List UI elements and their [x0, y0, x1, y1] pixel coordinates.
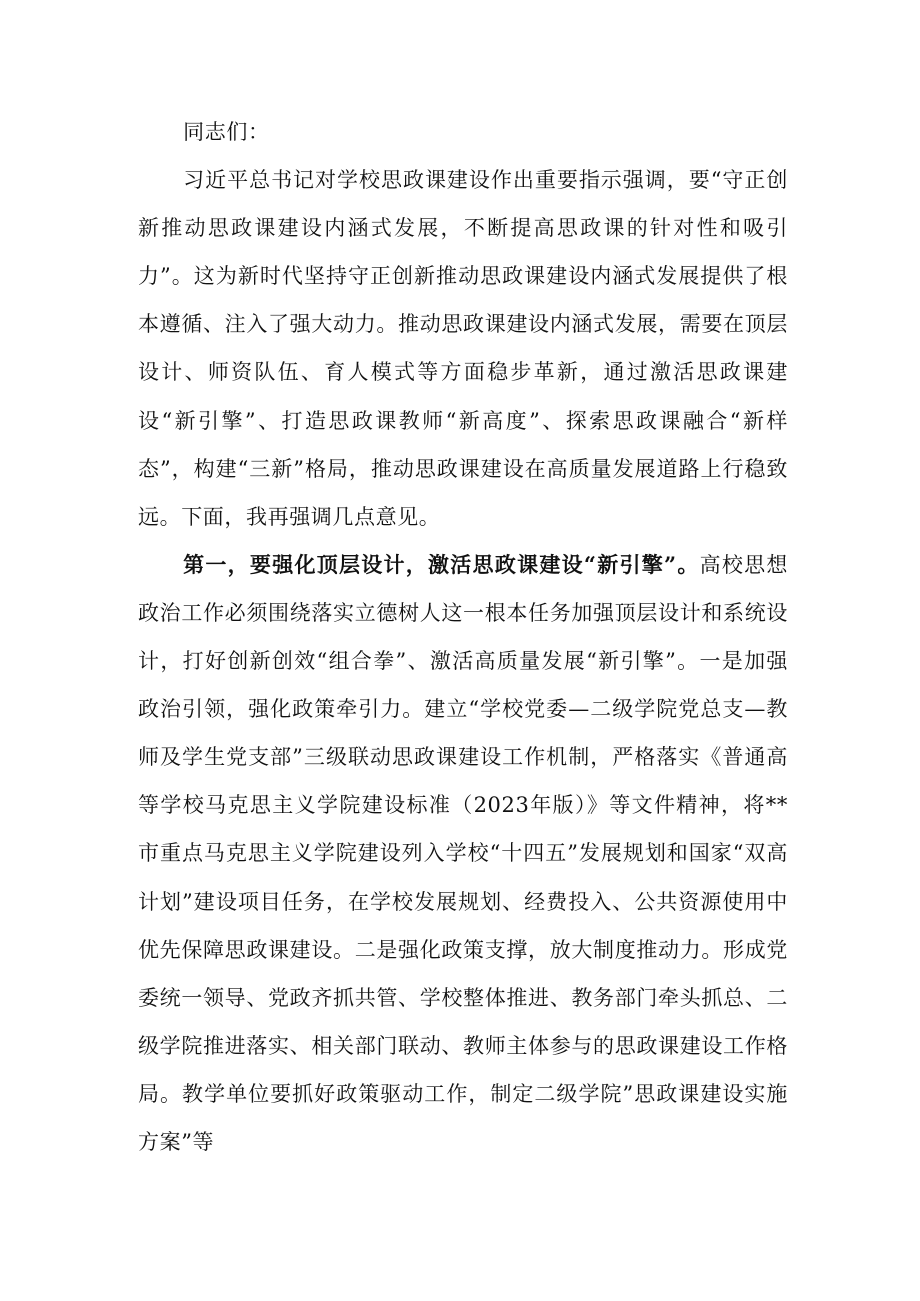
paragraph-lead-heading: 第一，要强化顶层设计，激活思政课建设“新引擎”。	[183, 551, 700, 577]
paragraph-body: 高校思想政治工作必须围绕落实立德树人这一根本任务加强顶层设计和系统设计，打好创新创效“组合拳”、激活高质量发展“新引擎”。一是加强政治引领，强化政策牵引力。建立“学校党委—二级学院党总支—教师及学生党支部”三级联动思政课建设工作机制，严格落实《普通高等学校马克思主义学院建设标准（2023年版）》等文件精神，将**市重点马克思主义学院建设列入学校“十四五”发展规划和国家“双高计划”建设项目任务，在学校发展规划、经费投入、公共资源使用中优先保障思政课建设。二是强化政策支撑，放大制度推动力。形成党委统一领导、党政齐抓共管、学校整体推进、教务部门牵头抓总、二级学院推进落实、相关部门联动、教师主体参与的思政课建设工作格局。教学单位要抓好政策驱动工作，制定二级学院”思政课建设实施方案”等	[138, 552, 788, 1154]
paragraph-intro: 习近平总书记对学校思政课建设作出重要指示强调，要“守正创新推动思政课建设内涵式发展，不断提高思政课的针对性和吸引力”。这为新时代坚持守正创新推动思政课建设内涵式发展提供了根本遵循、注入了强大动力。推动思政课建设内涵式发展，需要在顶层设计、师资队伍、育人模式等方面稳步革新，通过激活思政课建设“新引擎”、打造思政课教师“新高度”、探索思政课融合“新样态”，构建“三新”格局，推动思政课建设在高质量发展道路上行稳致远。下面，我再强调几点意见。	[138, 168, 788, 529]
greeting: 同志们：	[183, 120, 270, 144]
document-body	[138, 108, 788, 1166]
paragraph-first-point	[138, 541, 788, 1166]
